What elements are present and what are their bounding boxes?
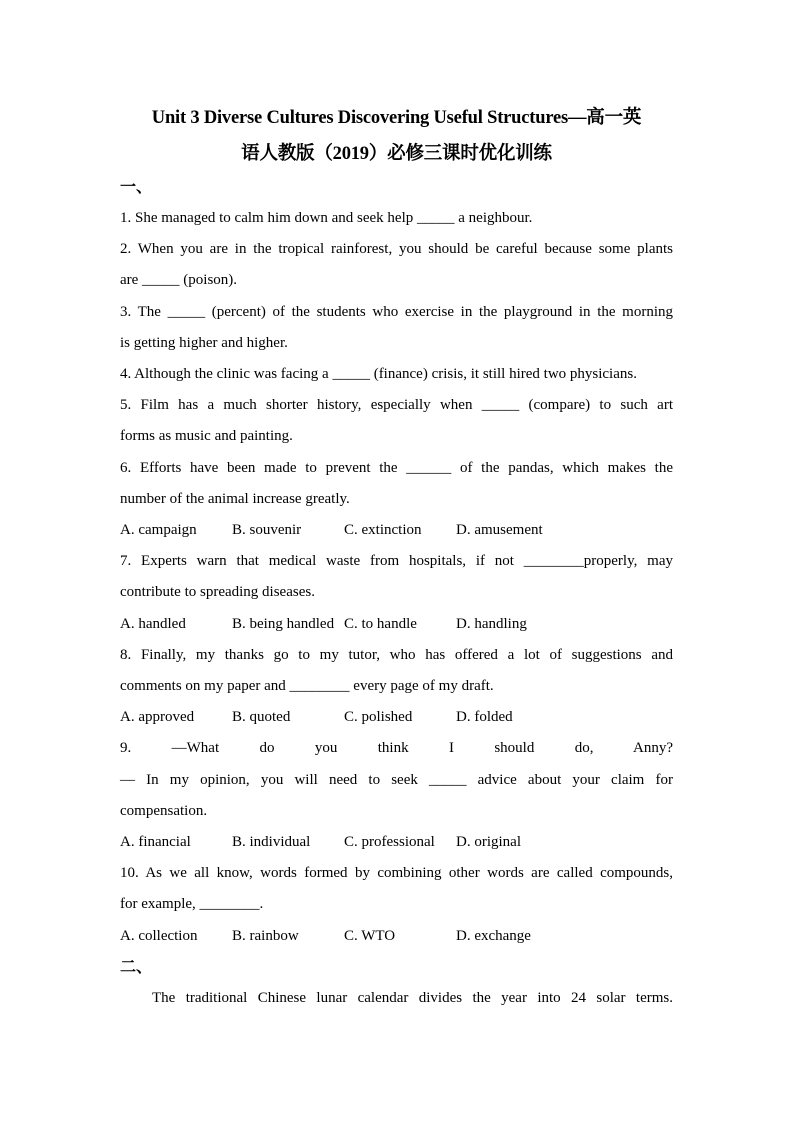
option-c: C. to handle [344, 615, 417, 632]
option-d: D. amusement [456, 522, 543, 539]
question-line: 7. Experts warn that medical waste from hospitals, if not ________properly, may [120, 553, 673, 570]
option-row [120, 515, 673, 546]
question-10 [120, 858, 673, 920]
question-line: are _____ (poison). [120, 272, 238, 289]
question-line: — In my opinion, you will need to seek _____ advice about your claim for [120, 771, 673, 788]
option-b: B. souvenir [232, 522, 302, 539]
option-d: D. folded [456, 709, 513, 726]
question-9 [120, 733, 673, 827]
title-line-1: Unit 3 Diverse Cultures Discovering Useful Structures—高一英 [151, 108, 642, 128]
question-line: comments on my paper and ________ every page of my draft. [120, 678, 494, 695]
option-a: A. collection [120, 927, 198, 944]
option-d: D. handling [456, 615, 527, 632]
option-c: C. professional [344, 834, 435, 851]
question-line: 3. The _____ (percent) of the students who exercise in the playground in the morning [120, 303, 673, 320]
option-row [120, 827, 673, 858]
option-row [120, 702, 673, 733]
question-line: 1. She managed to calm him down and seek help _____ a neighbour. [120, 210, 533, 226]
question-line: 6. Efforts have been made to prevent the ______ of the pandas, which makes the [120, 459, 673, 476]
option-a: A. approved [120, 709, 195, 726]
question-line: for example, ________. [120, 896, 264, 913]
question-line: 10. As we all know, words formed by combining other words are called compounds, [120, 865, 673, 882]
option-b: B. rainbow [232, 927, 299, 944]
question-6 [120, 453, 673, 515]
question-line: 9. —What do you think I should do, Anny? [120, 740, 673, 757]
option-c: C. WTO [344, 927, 396, 944]
question-line: 2. When you are in the tropical rainforest, you should be careful because some plants [120, 241, 673, 258]
question-line: forms as music and painting. [120, 428, 293, 445]
question-line: number of the animal increase greatly. [120, 490, 350, 507]
question-list [120, 203, 673, 952]
option-c: C. extinction [344, 522, 422, 539]
question-4 [120, 359, 673, 390]
question-2 [120, 234, 673, 296]
document-title [120, 100, 673, 172]
question-line: 4. Although the clinic was facing a _____ (finance) crisis, it still hired two physicians. [120, 366, 637, 383]
option-c: C. polished [344, 709, 413, 726]
section-2-heading: 二、 [120, 958, 153, 976]
option-b: B. being handled [232, 615, 335, 632]
question-line: 5. Film has a much shorter history, especially when _____ (compare) to such art [120, 397, 673, 414]
question-line: compensation. [120, 802, 208, 819]
option-a: A. financial [120, 834, 191, 851]
option-a: A. handled [120, 615, 186, 632]
option-row [120, 921, 673, 952]
option-row [120, 609, 673, 640]
section-1-heading: 一、 [120, 179, 153, 196]
option-b: B. individual [232, 834, 311, 851]
question-line: is getting higher and higher. [120, 334, 288, 351]
option-d: D. exchange [456, 927, 531, 944]
passage-text: The traditional Chinese lunar calendar divides the year into 24 solar terms. [152, 989, 673, 1006]
question-5 [120, 390, 673, 452]
question-line: 8. Finally, my thanks go to my tutor, who has offered a lot of suggestions and [120, 646, 673, 663]
option-d: D. original [456, 834, 521, 851]
question-7 [120, 546, 673, 608]
option-b: B. quoted [232, 709, 291, 726]
document-page [120, 100, 673, 1014]
option-a: A. campaign [120, 522, 197, 539]
title-line-2: 语人教版（2019）必修三课时优化训练 [241, 144, 552, 164]
question-3 [120, 297, 673, 359]
question-8 [120, 640, 673, 702]
question-1 [120, 203, 673, 234]
question-line: contribute to spreading diseases. [120, 584, 315, 601]
